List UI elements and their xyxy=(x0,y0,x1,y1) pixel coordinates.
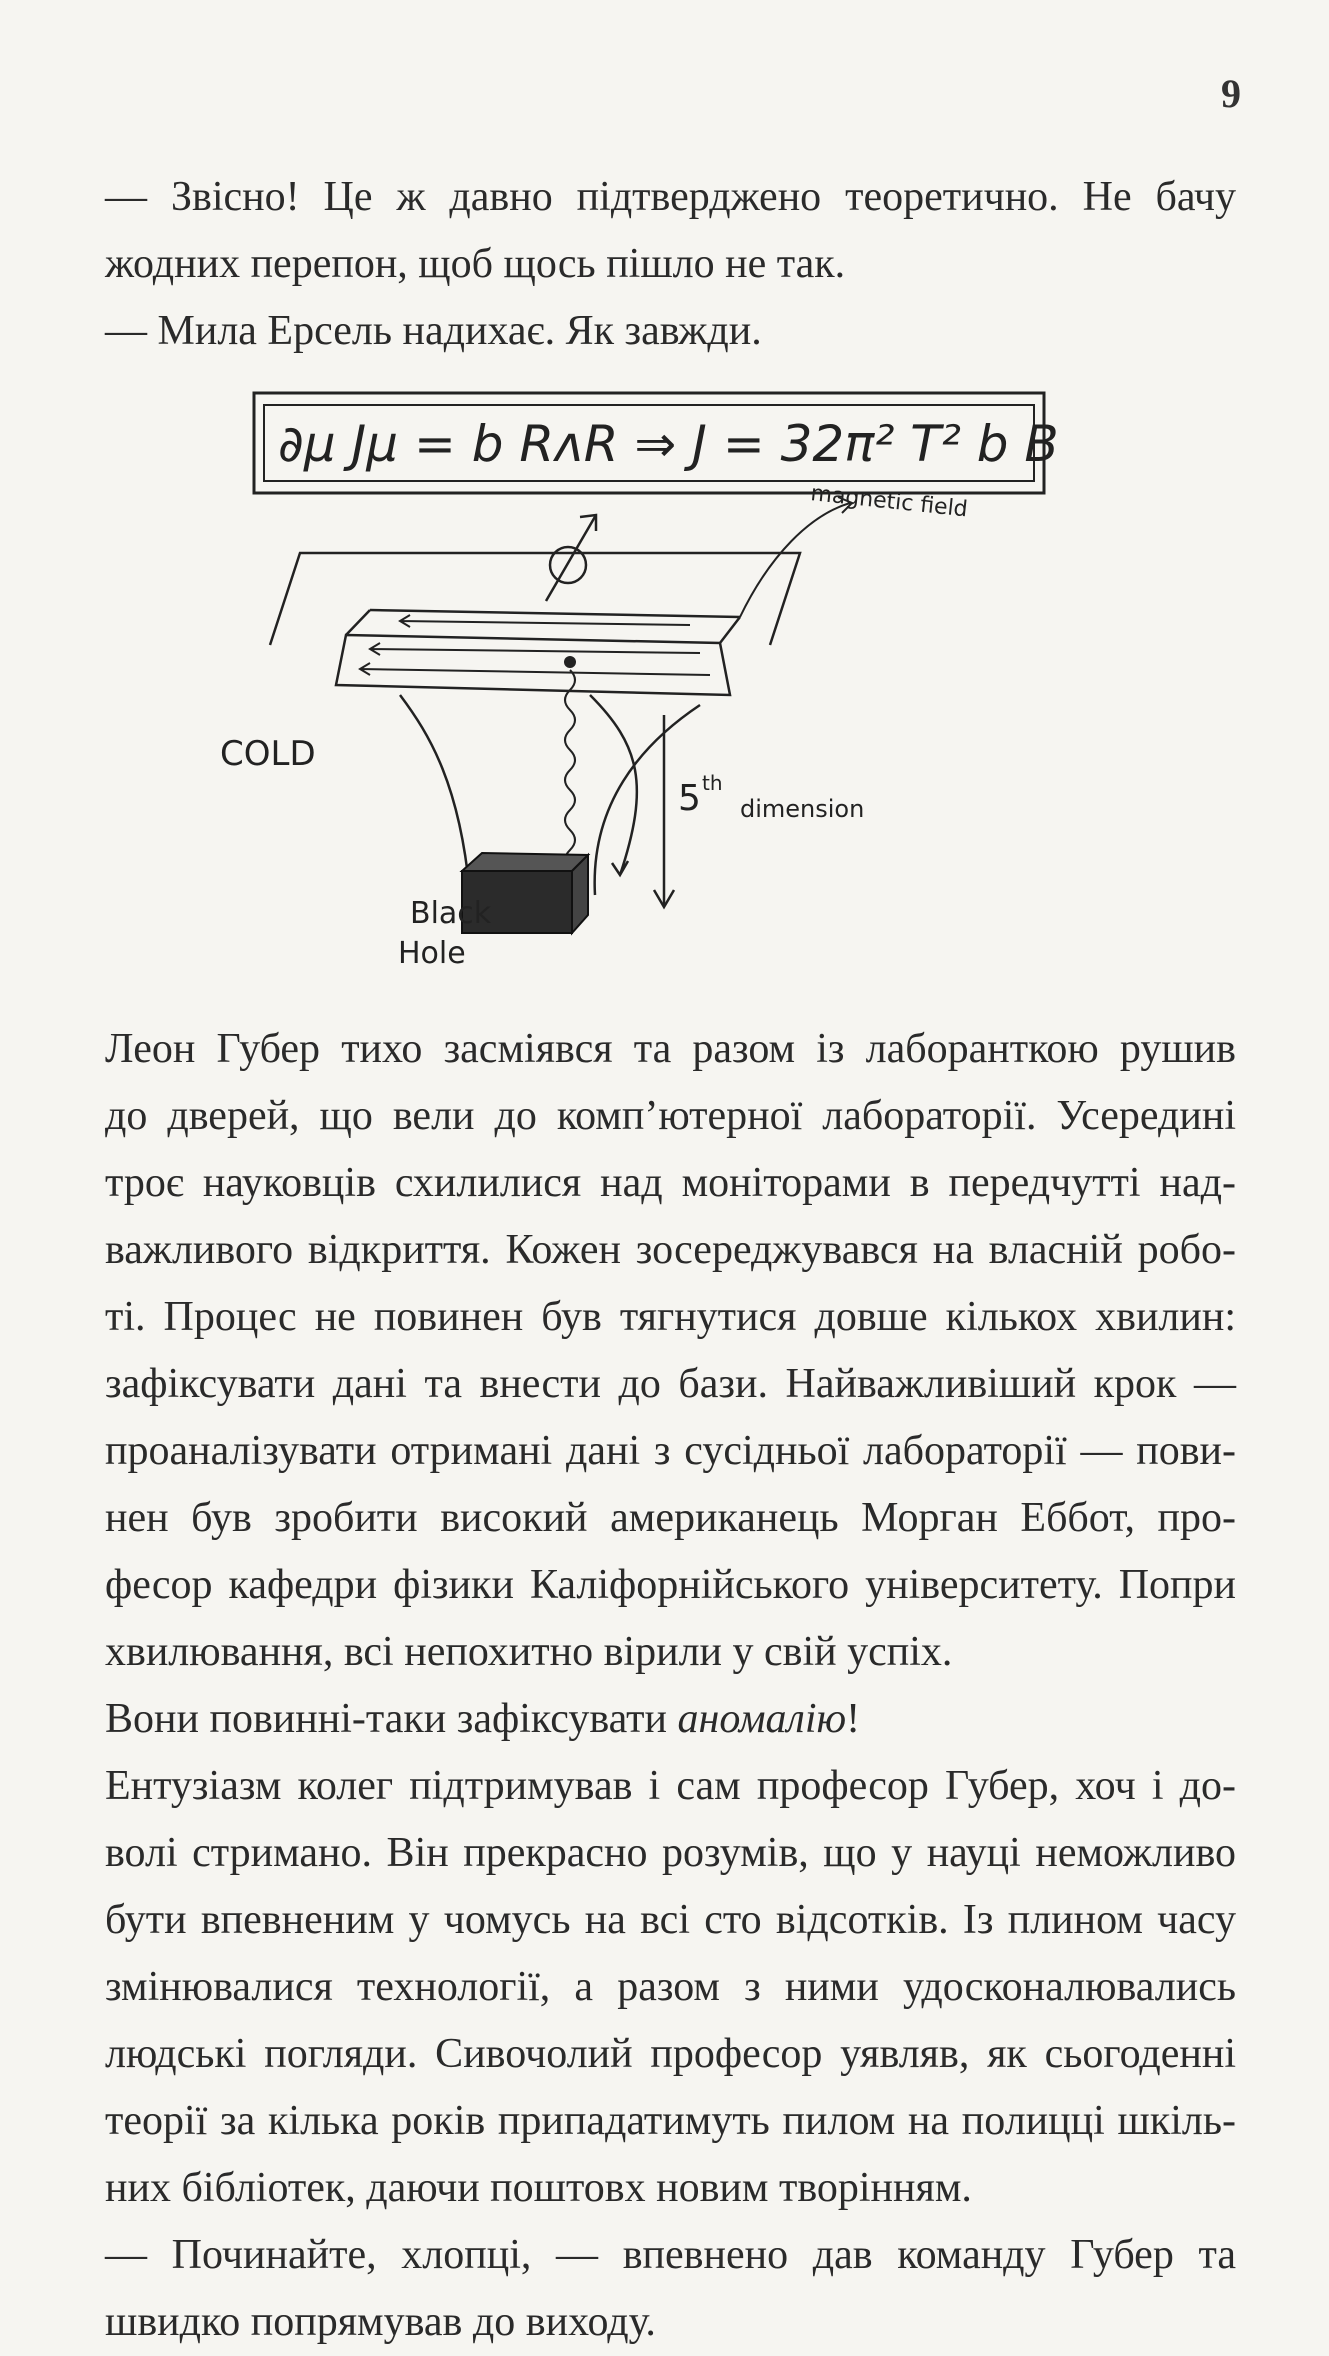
paragraph-line: фесор кафедри фізики Каліфорнійського університету. Попри xyxy=(105,1562,1236,1608)
cold-label: COLD xyxy=(220,734,316,774)
flux-arrow xyxy=(546,515,596,601)
paragraph-line: Ентузіазм колег підтримував і сам професор Губер, хоч і до- xyxy=(105,1763,1236,1809)
paragraph-line: зафіксувати дані та внести до бази. Найважливіший крок — xyxy=(105,1361,1236,1407)
funnel-left xyxy=(400,695,470,895)
center-dot xyxy=(564,656,576,668)
black-label: Black xyxy=(410,896,492,931)
magnetic-field-leader xyxy=(740,497,852,617)
paragraph-line: змінювалися технології, а разом з ними удосконалювались xyxy=(105,1964,1236,2010)
paragraph-line: них бібліотек, даючи поштовх новим творінням. xyxy=(105,2165,972,2211)
paragraph-anomaly xyxy=(105,1686,1236,1753)
paragraph-line: швидко попрямував до виходу. xyxy=(105,2299,656,2345)
dialogue-line-1a: — Звісно! Це ж давно підтверджено теоретично. Не бачу xyxy=(105,174,1236,220)
anomaly-after: ! xyxy=(846,1696,861,1742)
paragraph-line: ті. Процес не повинен був тягнутися довше кількох хвилин: xyxy=(105,1294,1236,1340)
hole-label: Hole xyxy=(398,936,466,971)
dialogue-line-1b: жодних перепон, щоб щось пішло не так. xyxy=(105,241,846,287)
paragraph-line: — Починайте, хлопці, — впевнено дав команду Губер та xyxy=(105,2232,1236,2278)
page-number: 9 xyxy=(1221,71,1241,116)
physics-sketch xyxy=(220,385,1059,985)
paragraph-line: волі стримано. Він прекрасно розумів, що у науці неможливо xyxy=(105,1830,1236,1876)
plate-edge xyxy=(720,617,740,643)
paragraph-line: бути впевненим у чомусь на всі сто відсотків. Із плином часу xyxy=(105,1897,1236,1943)
paragraph-line: нен був зробити високий американець Морган Еббот, про- xyxy=(105,1495,1236,1541)
paragraph-line: хвилювання, всі непохитно вірили у свій успіх. xyxy=(105,1629,953,1675)
main-text-block xyxy=(105,1016,1236,2356)
wave-spring xyxy=(565,670,575,870)
paragraph-line: проаналізувати отримані дані з сусідньої лабораторії — пови- xyxy=(105,1428,1236,1474)
paragraph-line: важливого відкриття. Кожен зосереджувався на власній робо- xyxy=(105,1227,1236,1273)
paragraph-line: до дверей, що вели до комп’ютерної лабораторії. Усередині xyxy=(105,1093,1236,1139)
dimension-label: dimension xyxy=(740,795,865,823)
paragraph-line: Леон Губер тихо засміявся та разом із лаборанткою рушив xyxy=(105,1026,1236,1072)
cube-top xyxy=(462,853,588,871)
plate-edge xyxy=(346,610,370,635)
dialogue-block-top xyxy=(105,164,1236,365)
fifth-sup-label: th xyxy=(702,771,723,795)
field-plate xyxy=(336,635,730,695)
equation-text: ∂μ Jμ = b RᴧR ⇒ J = 32π² T² b B xyxy=(278,415,1059,473)
anomaly-emphasis: аномалію xyxy=(677,1696,847,1742)
field-arrows xyxy=(360,615,710,675)
anomaly-before: Вони повинні-таки зафіксувати xyxy=(105,1696,678,1742)
dialogue-line-2: — Мила Ерсель надихає. Як завжди. xyxy=(105,308,762,354)
plate-edge xyxy=(370,610,740,617)
paragraph-line: людські погляди. Сивочолий професор уявляв, як сьогоденні xyxy=(105,2031,1236,2077)
magnetic-field-label: magnetic field xyxy=(809,481,969,523)
fifth-label: 5 xyxy=(678,778,701,819)
paragraph-line: теорії за кілька років припадатимуть пилом на полицці шкіль- xyxy=(105,2098,1236,2144)
paragraph-line: троє науковців схилилися над моніторами в передчутті над- xyxy=(105,1160,1236,1206)
